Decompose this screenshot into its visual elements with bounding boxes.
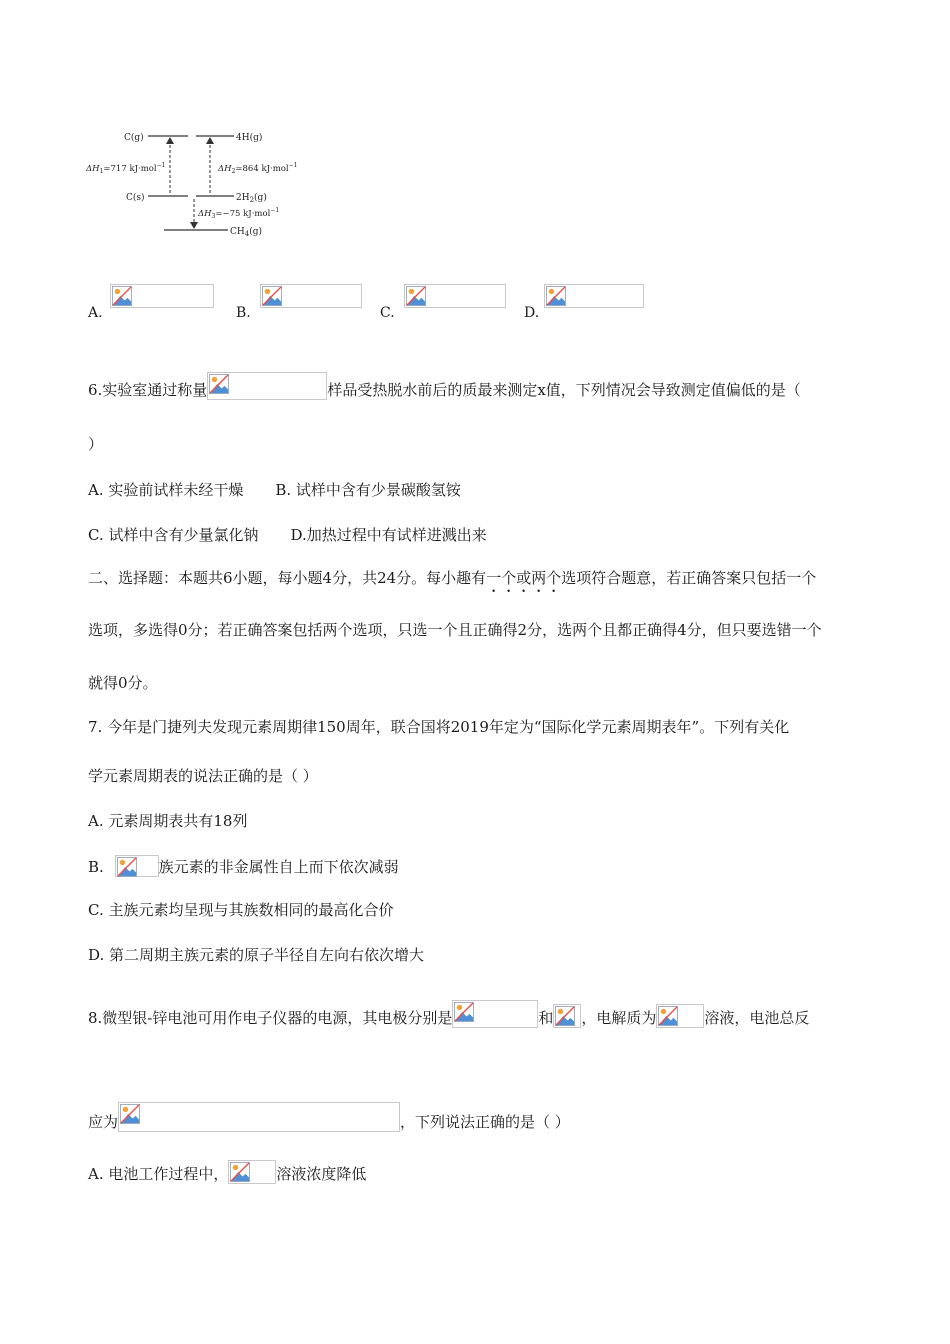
- q5-option-c-image: [404, 284, 506, 308]
- label-dh3: $\Delta H_3=-75$ kJ·mol$^{-1}$: [198, 207, 280, 220]
- q6-option-b: B. 试样中含有少景碳酸氢铵: [275, 481, 461, 499]
- emphasis-text: 一个或两个: [486, 569, 562, 587]
- q7-option-b: B. 族元素的非金属性自上而下依次减弱: [88, 855, 399, 877]
- image-placeholder-icon: [230, 1162, 250, 1182]
- section2-instructions-line3: 就得0分。: [88, 674, 158, 692]
- label-dh2: $\Delta H_2=864$ kJ·mol$^{-1}$: [218, 162, 298, 175]
- label-ch4-gas: $CH_4(g)$: [230, 227, 263, 238]
- q7-option-b-image: [115, 855, 159, 877]
- q6-stem: [88, 372, 801, 400]
- q6-suffix: 样品受热脱水前后的质最来测定x值，下列情况会导致测定值偏低的是（: [327, 381, 801, 399]
- q8-option-a-image: [228, 1160, 276, 1184]
- q5-option-a-image: [110, 284, 214, 308]
- q8-electrode2-image: [553, 1004, 581, 1028]
- arrow-dh2: [206, 137, 214, 144]
- q6-close-paren: ）: [88, 435, 104, 453]
- image-placeholder-icon: [209, 374, 229, 394]
- q6-prefix: 6.实验室通过称量: [88, 381, 208, 399]
- q5-option-d-image: [544, 284, 644, 308]
- image-placeholder-icon: [117, 857, 137, 877]
- energy-level-diagram: [86, 108, 316, 238]
- image-placeholder-icon: [120, 1104, 140, 1124]
- image-placeholder-icon: [546, 286, 566, 306]
- image-placeholder-icon: [454, 1002, 474, 1022]
- arrow-dh3: [190, 222, 198, 229]
- q5-option-c-label: C.: [380, 305, 395, 321]
- q8-stem-line1: 8.微型银-锌电池可用作电子仪器的电源，其电极分别是 和 ，电解质为 溶液，电池总反: [88, 1000, 809, 1028]
- section2-instructions-line1: 二、选择题：本题共6小题，每小题4分，共24分。每小趣有一个或两个选项符合题意，若正确答案只包括一个: [88, 569, 817, 587]
- q8-stem-line2: 应为 ，下列说法正确的是（ ）: [88, 1102, 570, 1132]
- arrow-dh1: [166, 137, 174, 144]
- q6-option-c: C. 试样中含有少量氯化钠: [88, 526, 259, 544]
- label-4h-gas: 4H(g): [236, 133, 263, 143]
- image-placeholder-icon: [406, 286, 426, 306]
- image-placeholder-icon: [658, 1006, 678, 1026]
- label-dh1: $\Delta H_1=717$ kJ·mol$^{-1}$: [86, 162, 166, 175]
- q8-electrolyte-image: [656, 1004, 704, 1028]
- section2-instructions-line2: 选项，多选得0分；若正确答案包括两个选项，只选一个且正确得2分，选两个且都正确得4分，但只要选错一个: [88, 621, 822, 639]
- q7-option-d: D. 第二周期主族元素的原子半径自左向右依次增大: [88, 946, 425, 964]
- q8-reaction-image: [118, 1102, 400, 1132]
- q7-stem-line1: 7. 今年是门捷列夫发现元素周期律150周年，联合国将2019年定为“国际化学元素周期表年”。下列有关化: [88, 718, 790, 736]
- q5-option-a-label: A.: [88, 305, 103, 321]
- q5-option-b-image: [260, 284, 362, 308]
- image-placeholder-icon: [262, 286, 282, 306]
- image-placeholder-icon: [555, 1006, 575, 1026]
- q6-option-d: D.加热过程中有试样进溅出来: [290, 526, 487, 544]
- q7-option-a: A. 元素周期表共有18列: [88, 812, 248, 830]
- image-placeholder-icon: [112, 286, 132, 306]
- q7-option-c: C. 主族元素均呈现与其族数相同的最高化合价: [88, 901, 394, 919]
- label-2h2-gas: $2H_2(g)$: [236, 193, 267, 204]
- label-c-gas: C(g): [124, 133, 144, 143]
- q6-option-a: A. 实验前试样未经干燥: [88, 481, 244, 499]
- label-c-solid: C(s): [126, 193, 145, 203]
- q6-formula-image: [207, 372, 327, 400]
- q5-option-b-label: B.: [236, 305, 251, 321]
- q7-stem-line2: 学元素周期表的说法正确的是（ ）: [88, 767, 318, 785]
- q6-options-cd: [88, 525, 487, 545]
- q8-option-a: A. 电池工作过程中， 溶液浓度降低: [88, 1160, 366, 1184]
- q6-options-ab: [88, 480, 461, 500]
- q5-option-d-label: D.: [524, 305, 540, 321]
- q8-electrode1-image: [452, 1000, 538, 1028]
